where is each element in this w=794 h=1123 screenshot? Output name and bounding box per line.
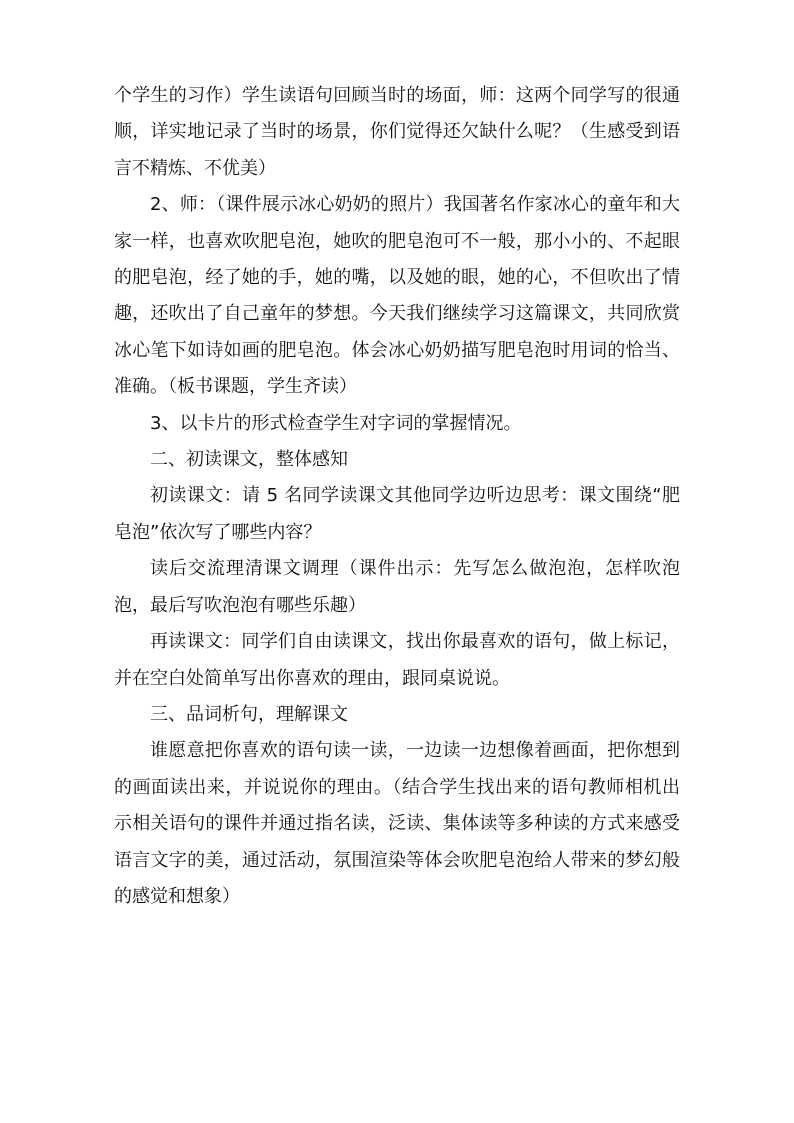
paragraph-first-reading: 初读课文：请 5 名同学读课文其他同学边听边思考：课文围绕“肥皂泡”依次写了哪些内容？	[114, 485, 680, 543]
paragraph-second-reading: 再读课文：同学们自由读课文，找出你最喜欢的语句，做上标记，并在空白处简单写出你喜欢的理由，跟同桌说说。	[114, 631, 680, 689]
paragraph-continuation: 个学生的习作）学生读语句回顾当时的场面，师：这两个同学写的很通顺，详实地记录了当时的场景，你们觉得还欠缺什么呢？（生感受到语言不精炼、不优美）	[114, 85, 680, 179]
paragraph-analysis: 谁愿意把你喜欢的语句读一读，一边读一边想像着画面，把你想到的画面读出来，并说说你的理由。（结合学生找出来的语句教师相机出示相关语句的课件并通过指名读，泛读、集体读等多种读的方式来感受语言文字的美，通过活动，氛围渲染等体会吹肥皂泡给人带来的梦幻般的感觉和想象）	[114, 740, 680, 907]
paragraph-teacher-intro: 2、师：（课件展示冰心奶奶的照片）我国著名作家冰心的童年和大家一样，也喜欢吹肥皂泡，她吹的肥皂泡可不一般，那小小的、不起眼的肥皂泡，经了她的手，她的嘴，以及她的眼，她的心，不但吹出了情趣，还吹出了自己童年的梦想。今天我们继续学习这篇课文，共同欣赏冰心笔下如诗如画的肥皂泡。体会冰心奶奶描写肥皂泡时用词的恰当、准确。（板书课题，学生齐读）	[114, 194, 680, 398]
section-heading-analysis: 三、品词析句，理解课文	[150, 703, 348, 725]
section-heading-first-reading: 二、初读课文，整体感知	[150, 449, 348, 471]
paragraph-discussion: 读后交流理清课文调理（课件出示：先写怎么做泡泡，怎样吹泡泡，最后写吹泡泡有哪些乐趣）	[114, 558, 680, 616]
document-page	[114, 78, 680, 915]
paragraph-word-cards: 3、以卡片的形式检查学生对字词的掌握情况。	[150, 412, 522, 434]
